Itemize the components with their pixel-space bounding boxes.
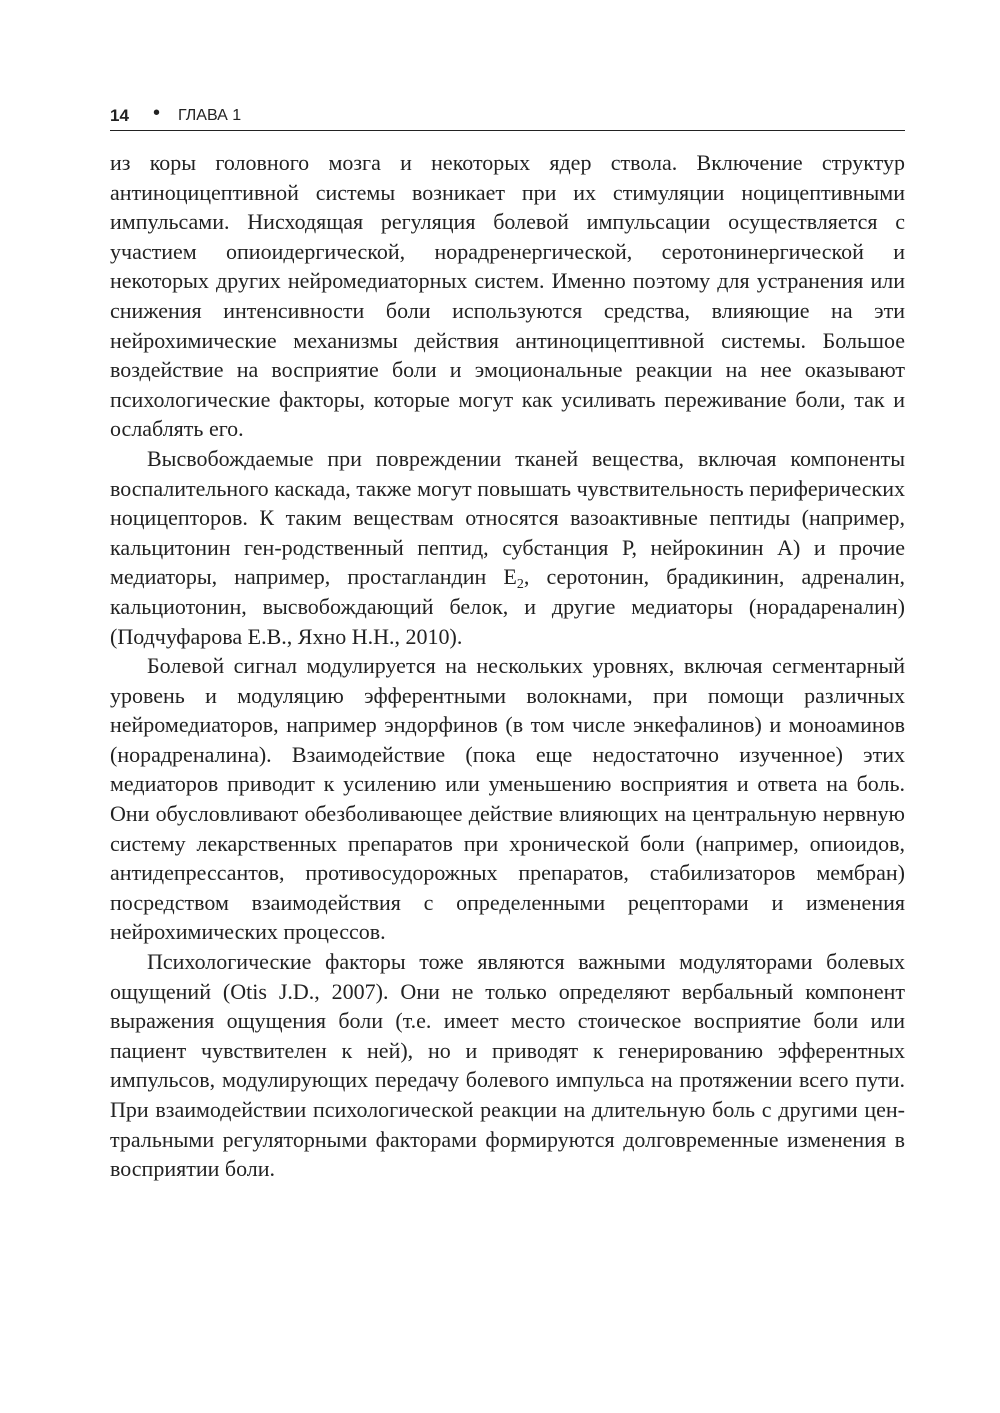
- subscript-2: 2: [516, 577, 524, 593]
- running-header: [110, 98, 905, 131]
- paragraph-2: [110, 444, 905, 651]
- paragraph-3: Болевой сигнал модулируется на нескольких уровнях, включая сегментарный уровень и модуляцию эфферентными волокнами, при помощи различных нейромедиаторов, например эндорфинов (в том числе энкефалинов) и моноаминов (норадреналина). Взаимодействие (пока еще недостаточно изученное) этих медиаторов приводит к усилению или уменьшению восприятия и ответа на боль. Они обусловливают обезболивающее действие влияющих на центральную нервную систему лекарственных препаратов при хронической боли (например, опиоидов, антидепрессантов, противосудорожных препаратов, стабилизаторов мембран) посредством взаимодействия с определенными рецепторами и изменения нейрохимических процессов.: [110, 653, 905, 945]
- body-text: [110, 148, 905, 1184]
- paragraph-1: из коры головного мозга и некоторых ядер ствола. Включение структур антиноцицептивной системы возникает при их стимуляции ноцицептивными импульсами. Нисходящая регуляция болевой импульсации осуществляется с участием опиоидергической, норадренергической, серотонинергической и некоторых других нейромедиаторных систем. Именно поэтому для устранения или снижения интенсивности боли используются средства, влияющие на эти нейрохимические механизмы действия антиноцицептивной системы. Большое воздействие на восприятие боли и эмоциональные реакции на нее оказывают психологические факторы, которые могут как усиливать переживание боли, так и ослаблять его.: [110, 150, 905, 442]
- paragraph-4: Психологические факторы тоже являются важными модуляторами болевых ощущений (Otis J.D., 2007). Они не только определяют вербальный компонент выражения ощущения боли (т.е. имеет место стоическое восприятие боли или пациент чувствителен к ней), но и приводят к генерированию эфферентных импульсов, модулирующих передачу болевого импульса на протяжении всего пути. При взаимодействии психологической реакции на длительную боль с другими центральными регуляторными факторами формируются долговременные изменения в восприятии боли.: [110, 949, 905, 1182]
- bullet-separator: •: [153, 102, 161, 124]
- paragraph-2-text-end: , серотонин, брадикинин, адреналин, кальциотонин, высвобождающий белок, и другие медиаторы (норадареналин) (Подчуфарова Е.В., Яхно Н.Н., 2010).: [110, 564, 906, 649]
- chapter-title: ГЛАВА 1: [178, 107, 242, 124]
- page-number: 14: [110, 106, 129, 125]
- paragraph-2-text-start: Высвобождаемые при повреждении тканей вещества, включая компоненты воспалительного каскада, также могут повышать чувствительность периферических ноцицепторов. К таким веществам относятся вазоактивные пептиды (например, кальцитонин ген-родственный пептид, субстанция Р, нейрокинин А) и прочие медиаторы, например, простагландин Е: [110, 445, 905, 590]
